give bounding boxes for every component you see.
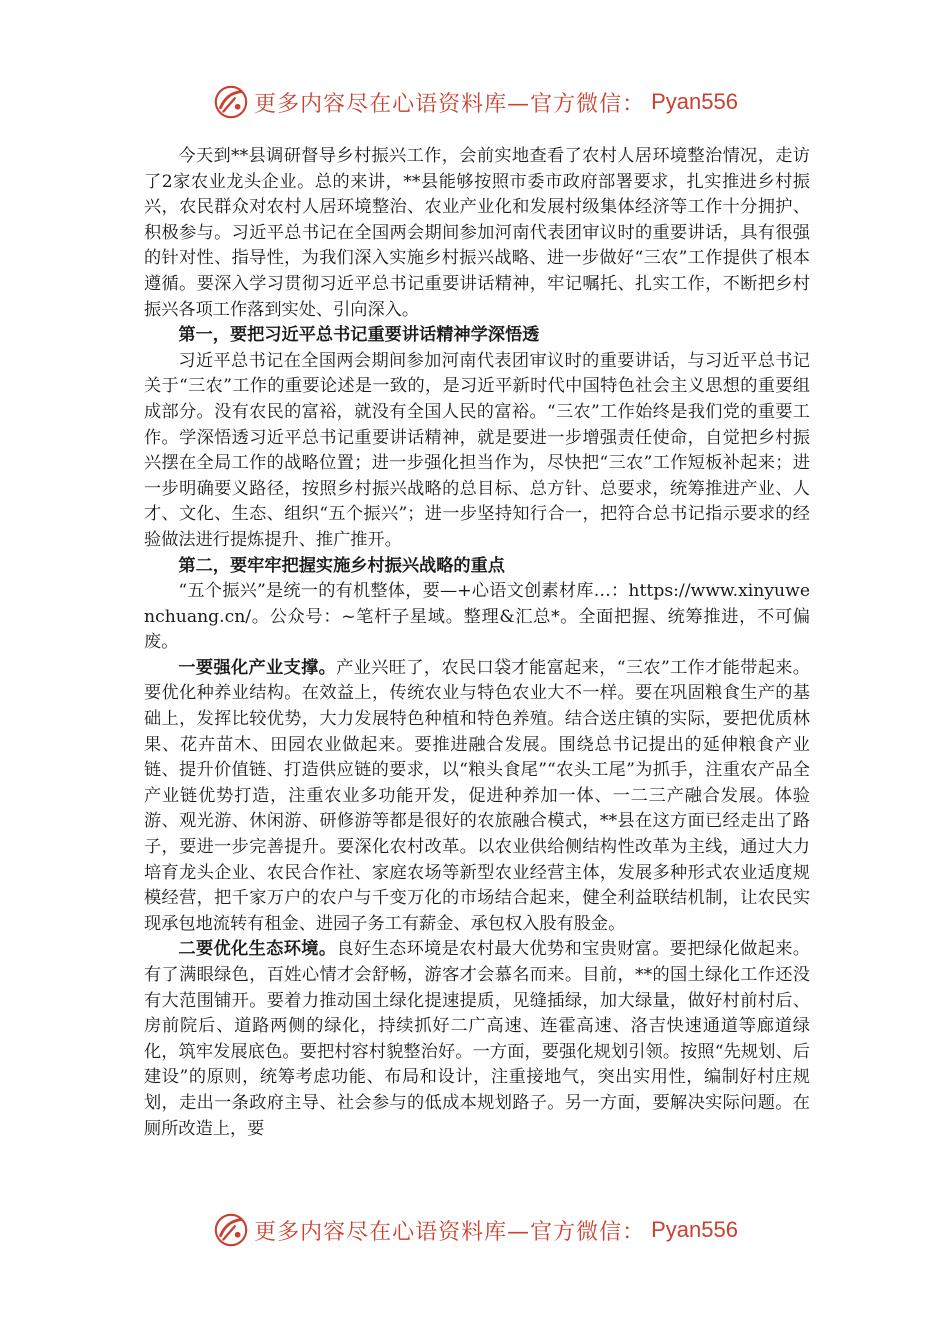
paragraph-3-lead: 一要强化产业支撑。 (178, 657, 337, 678)
stamp-logo-icon (212, 83, 250, 121)
document-body (144, 144, 810, 1142)
paragraph-4-lead: 二要优化生态环境。 (178, 939, 337, 960)
paragraph-1: 习近平总书记在全国两会期间参加河南代表团审议时的重要讲话，与习近平总书记关于“三农”工作的重要论述是一致的，是习近平新时代中国特色社会主义思想的重要组成部分。没有农民的富裕，就没有全国人民的富裕。“三农”工作始终是我们党的重要工作。学深悟透习近平总书记重要讲话精神，就是要进一步增强责任使命，自觉把乡村振兴摆在全局工作的战略位置；进一步强化担当作为，尽快把“三农”工作短板补起来；进一步明确要义路径，按照乡村振兴战略的总目标、总方针、总要求，统筹推进产业、人才、文化、生态、组织“五个振兴”；进一步坚持知行合一，把符合总书记指示要求的经验做法进行提炼提升、推广推开。 (144, 350, 810, 550)
section-heading-1: 第一，要把习近平总书记重要讲话精神学深悟透 (178, 325, 540, 346)
paragraph-3-text: 产业兴旺了，农民口袋才能富起来，“三农”工作才能带起来。要优化种养业结构。在效益上，传统农业与特色农业大不一样。要在巩固粮食生产的基础上，发挥比较优势，大力发展特色种植和特色养殖。结合送庄镇的实际，要把优质林果、花卉苗木、田园农业做起来。要推进融合发展。围绕总书记提出的延伸粮食产业链、提升价值链、打造供应链的要求，以“粮头食尾”“农头工尾”为抓手，注重农产品全产业链优势打造，注重农业多功能开发，促进种养加一体、一二三产融合发展。体验游、观光游、休闲游、研修游等都是很好的农旅融合模式，**县在这方面已经走出了路子，要进一步完善提升。要深化农村改革。以农业供给侧结构性改革为主线，通过大力培育龙头企业、农民合作社、家庭农场等新型农业经营主体，发展多种形式农业适度规模经营，把千家万户的农户与千变万化的市场结合起来，健全利益联结机制，让农民实现承包地流转有租金、进园子务工有薪金、承包权入股有股金。 (144, 657, 810, 934)
footer-banner-text: 更多内容尽在心语资料库—官方微信： (254, 1219, 646, 1245)
stamp-logo-icon (212, 1211, 250, 1249)
intro-paragraph: 今天到**县调研督导乡村振兴工作，会前实地查看了农村人居环境整治情况，走访了2家农业龙头企业。总的来讲，**县能够按照市委市政府部署要求，扎实推进乡村振兴，农民群众对农村人居环境整治、农业产业化和发展村级集体经济等工作十分拥护、积极参与。习近平总书记在全国两会期间参加河南代表团审议时的重要讲话，具有很强的针对性、指导性，为我们深入实施乡村振兴战略、进一步做好“三农”工作提供了根本遵循。要深入学习贯彻习近平总书记重要讲话精神，牢记嘱托、扎实工作，不断把乡村振兴各项工作落到实处、引向深入。 (144, 146, 810, 320)
paragraph-4-text: 良好生态环境是农村最大优势和宝贵财富。要把绿化做起来。有了满眼绿色，百姓心情才会舒畅，游客才会慕名而来。目前，**的国土绿化工作还没有大范围铺开。要着力推动国土绿化提速提质，见缝插绿，加大绿量，做好村前村后、房前院后、道路两侧的绿化，持续抓好二广高速、连霍高速、洛吉快速通道等廊道绿化，筑牢发展底色。要把村容村貌整治好。一方面，要强化规划引领。按照“先规划、后建设”的原则，统筹考虑功能、布局和设计，注重接地气，突出实用性，编制好村庄规划，走出一条政府主导、社会参与的低成本规划路子。另一方面，要解决实际问题。在厕所改造上，要 (144, 939, 810, 1139)
footer-banner-handle: Pyan556 (651, 1217, 738, 1242)
footer-banner (0, 1208, 950, 1252)
section-heading-2: 第二，要牢牢把握实施乡村振兴战略的重点 (178, 555, 505, 576)
paragraph-4 (144, 937, 810, 1142)
header-banner (0, 80, 950, 124)
paragraph-2: “五个振兴”是统一的有机整体，要—+心语文创素材库…：https://www.xinyuwenchuang.cn/。公众号：~笔杆子星域。整理&汇总*。全面把握、统筹推进，不可偏废。 (144, 581, 810, 653)
header-banner-handle: Pyan556 (651, 89, 738, 114)
paragraph-3 (144, 656, 810, 938)
header-banner-text: 更多内容尽在心语资料库—官方微信： (254, 91, 646, 117)
